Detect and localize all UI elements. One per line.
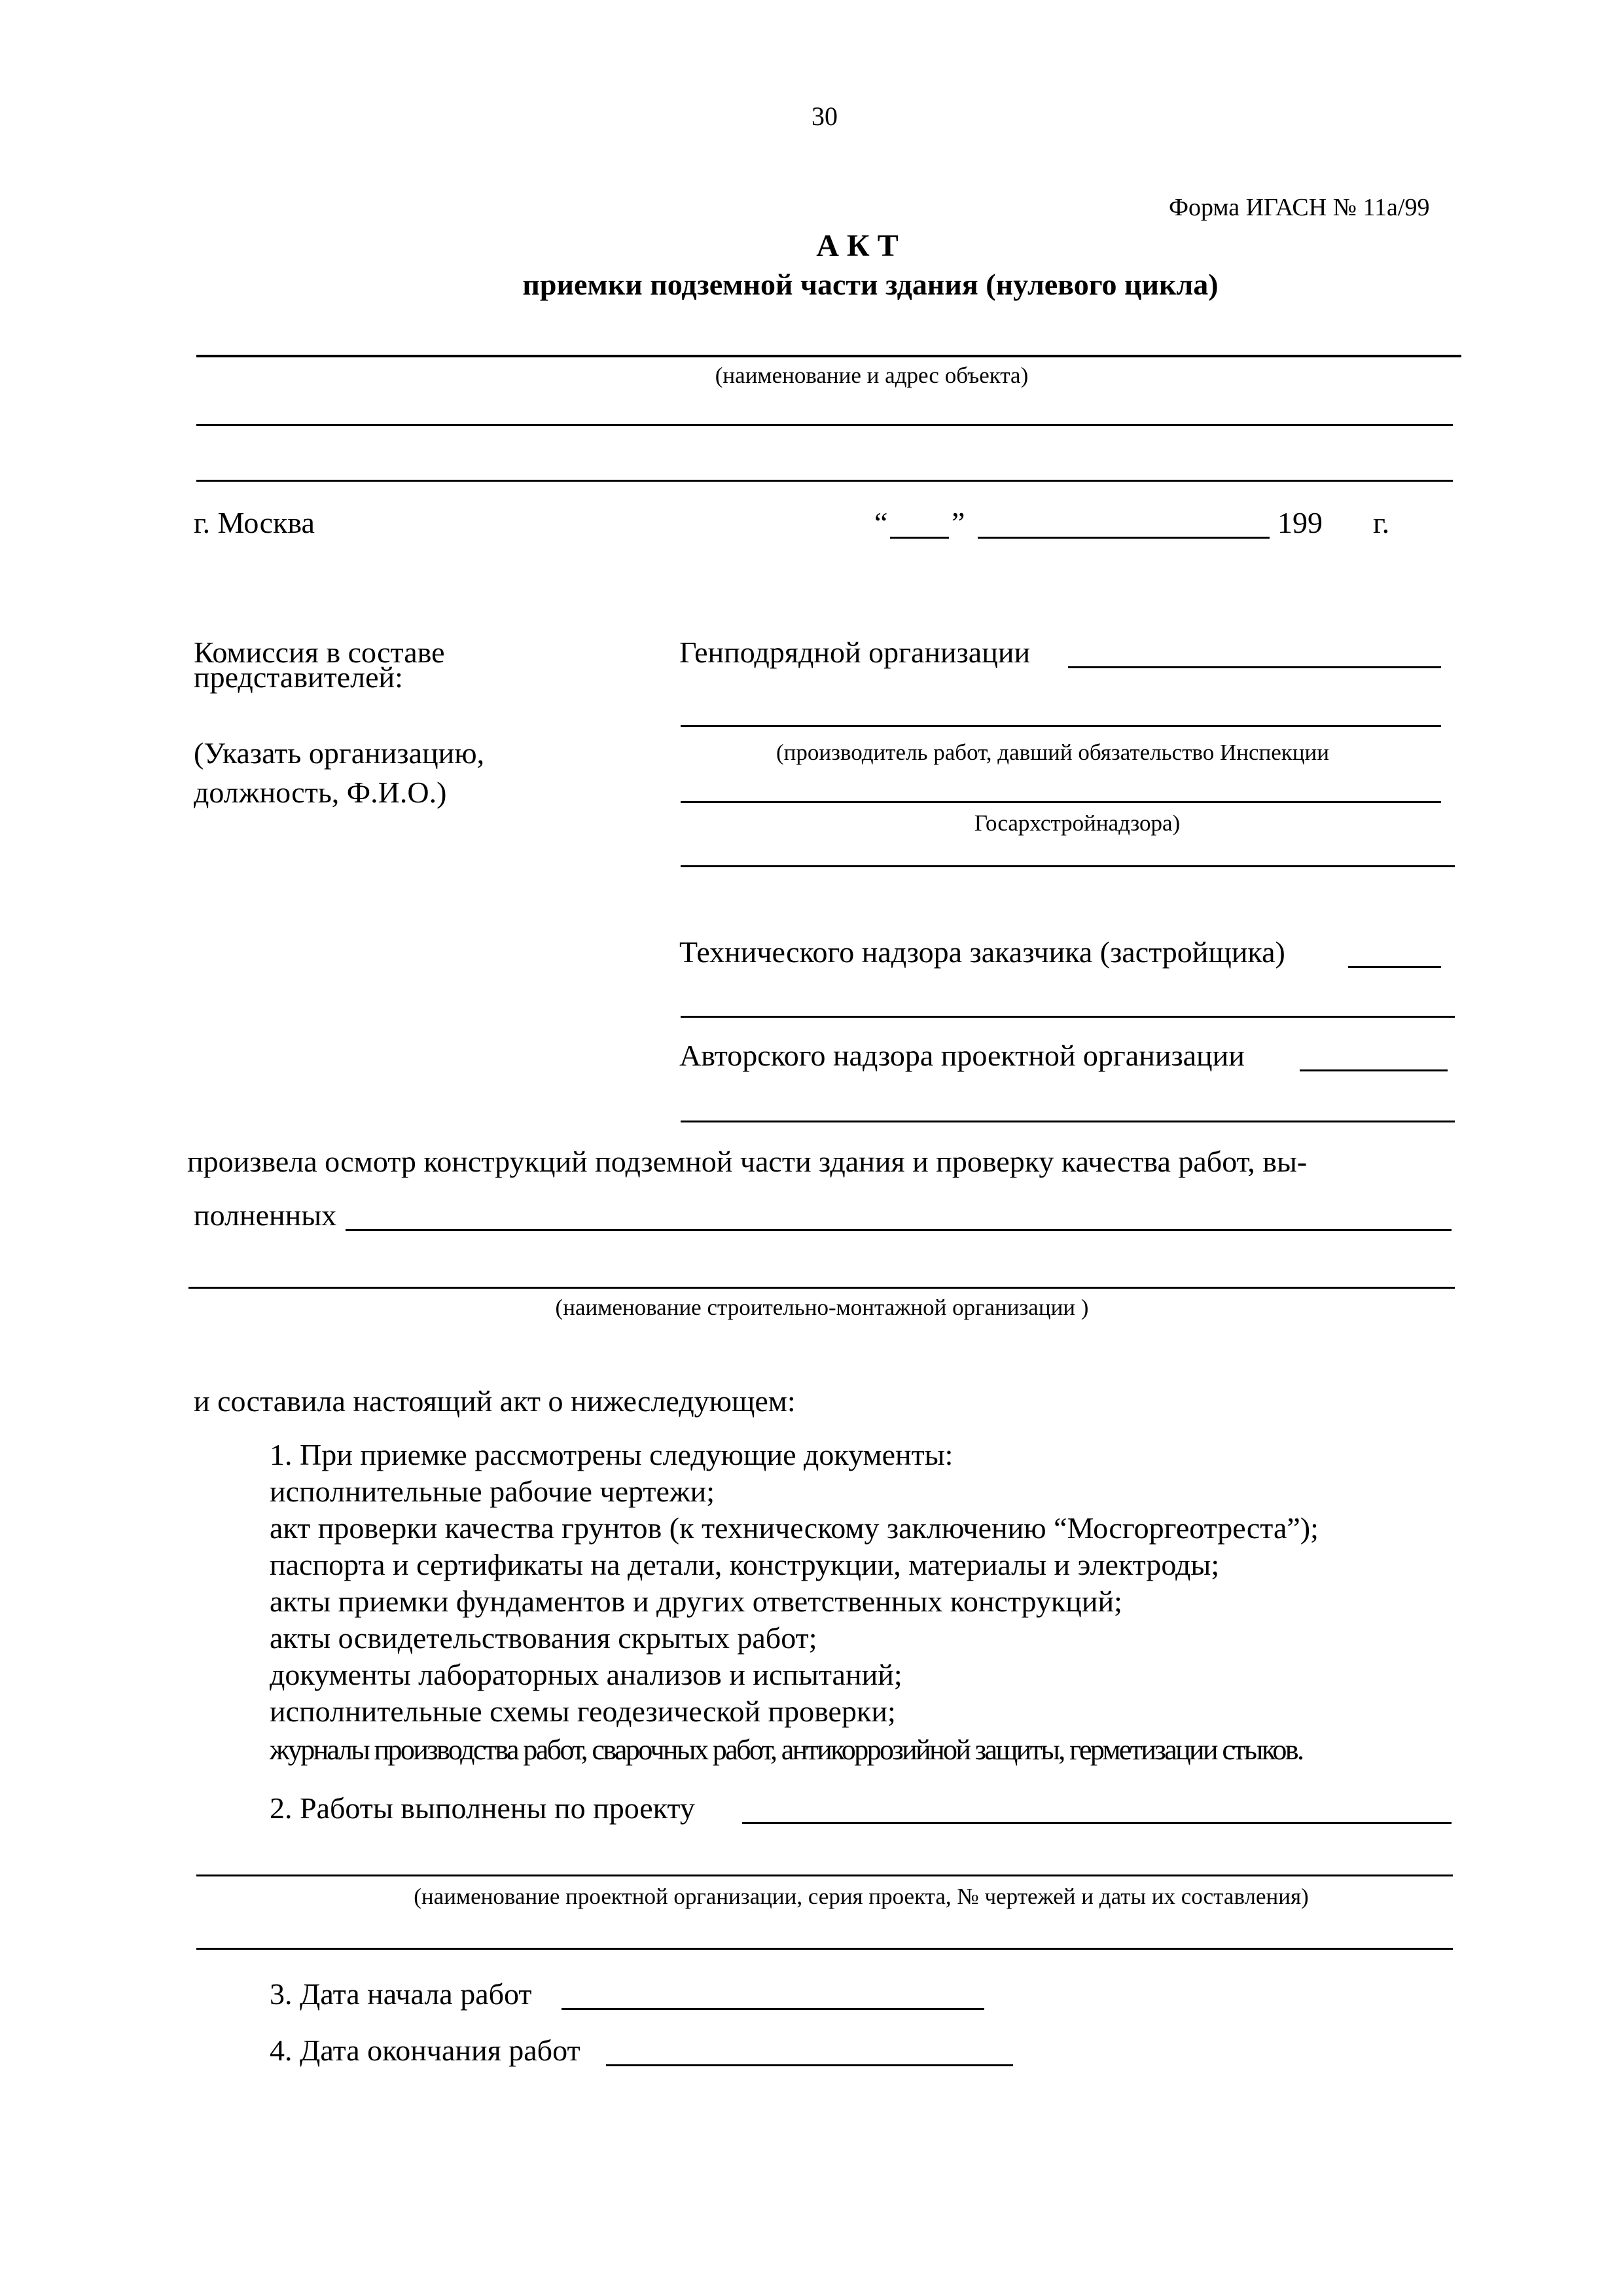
technadzor-label: Технического надзора заказчика (застройщика): [679, 935, 1285, 969]
item-3-label: 3. Дата начала работ: [270, 1977, 532, 2011]
avtor-label: Авторского надзора проектной организации: [679, 1039, 1245, 1072]
document-item: паспорта и сертификаты на детали, конструкции, материалы и электроды;: [270, 1548, 1220, 1581]
genpodr-caption-1: (производитель работ, давший обязательство Инспекции: [776, 740, 1329, 765]
object-caption: (наименование и адрес объекта): [715, 363, 1029, 388]
object-address-line-1[interactable]: [196, 424, 1453, 426]
document-item: журналы производства работ, сварочных работ, антикоррозийной защиты, герметизации стыков.: [270, 1734, 1303, 1766]
commission-label-2: представителей:: [194, 660, 403, 694]
page-number: 30: [812, 101, 838, 131]
item-2-label: 2. Работы выполнены по проекту: [270, 1791, 695, 1825]
performed-field[interactable]: [346, 1229, 1452, 1231]
organization-caption: (наименование строительно-монтажной организации ): [555, 1295, 1089, 1320]
project-line-1[interactable]: [196, 1874, 1453, 1876]
item-4-label: 4. Дата окончания работ: [270, 2034, 580, 2067]
genpodr-line-3[interactable]: [681, 865, 1455, 867]
genpodr-caption-2: Госархстройнадзора): [974, 810, 1181, 836]
technadzor-line[interactable]: [681, 1016, 1455, 1018]
document-item: акт проверки качества грунтов (к техническому заключению “Мосгоргеотреста”);: [270, 1511, 1319, 1545]
date-open-quote: “: [874, 506, 888, 539]
item-1-title: 1. При приемке рассмотрены следующие документы:: [270, 1438, 954, 1471]
date-day-field[interactable]: [890, 537, 949, 539]
inspection-text: произвела осмотр конструкций подземной части здания и проверку качества работ, вы-: [187, 1145, 1308, 1178]
document-item: акты освидетельствования скрытых работ;: [270, 1621, 817, 1655]
avtor-line[interactable]: [681, 1121, 1455, 1122]
genpodr-label: Генподрядной организации: [679, 636, 1031, 669]
genpodr-line-2[interactable]: [681, 801, 1441, 803]
act-subtitle: приемки подземной части здания (нулевого цикла): [522, 268, 1219, 301]
object-address-line-2[interactable]: [196, 480, 1453, 482]
commission-note-1: (Указать организацию,: [194, 736, 485, 770]
date-month-field[interactable]: [978, 537, 1270, 539]
form-label: Форма ИГАСН № 11а/99: [1169, 194, 1430, 221]
commission-note-2: должность, Ф.И.О.): [194, 776, 447, 809]
performed-label: полненных: [194, 1198, 337, 1232]
act-title: А К Т: [816, 228, 899, 263]
object-name-line[interactable]: [196, 355, 1461, 357]
document-item: документы лабораторных анализов и испытаний;: [270, 1658, 902, 1691]
technadzor-field[interactable]: [1348, 966, 1441, 968]
compiled-text: и составила настоящий акт о нижеследующем:: [194, 1384, 796, 1418]
genpodr-field[interactable]: [1068, 666, 1441, 668]
document-item: акты приемки фундаментов и других ответственных конструкций;: [270, 1585, 1122, 1618]
project-caption: (наименование проектной организации, серия проекта, № чертежей и даты их составления): [414, 1884, 1309, 1909]
date-suffix: г.: [1373, 506, 1390, 539]
city: г. Москва: [194, 506, 315, 539]
document-item: исполнительные рабочие чертежи;: [270, 1475, 715, 1508]
date-year: 199: [1277, 506, 1323, 539]
organization-line[interactable]: [188, 1287, 1455, 1289]
commission-label-1: Комиссия в составе: [194, 636, 445, 669]
avtor-field[interactable]: [1300, 1069, 1448, 1071]
genpodr-line-1[interactable]: [681, 725, 1441, 727]
end-date-field[interactable]: [606, 2064, 1013, 2066]
project-field[interactable]: [742, 1822, 1452, 1824]
project-line-2[interactable]: [196, 1948, 1453, 1950]
start-date-field[interactable]: [562, 2008, 984, 2010]
date-close-quote: ”: [952, 506, 965, 539]
document-item: исполнительные схемы геодезической проверки;: [270, 1695, 896, 1728]
